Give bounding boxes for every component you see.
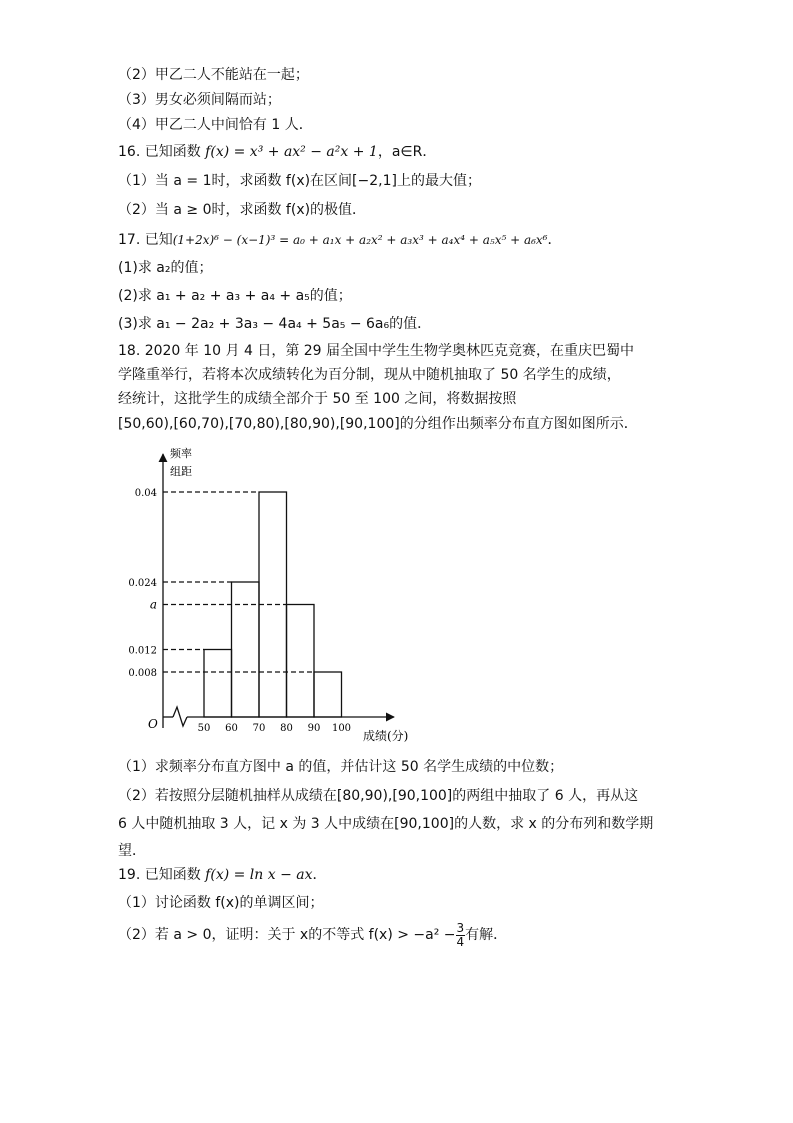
q19-part1: （1）讨论函数 f(x)的单调区间； <box>118 895 324 911</box>
q15-part4: （4）甲乙二人中间恰有 1 人． <box>118 117 313 133</box>
q18-line3: 经统计，这批学生的成绩全部介于 50 至 100 之间，将数据按照 <box>118 391 517 407</box>
histogram-bar <box>287 605 315 718</box>
q16-part2: （2）当 a ≥ 0时，求函数 f(x)的极值． <box>118 202 367 218</box>
histogram-bar <box>204 650 232 718</box>
y-tick-label: a <box>149 597 157 612</box>
q18-part2-line2: 6 人中随机抽取 3 人，记 x 为 3 人中成绩在[90,100]的人数，求 x 的分布列和数学期 <box>118 816 654 832</box>
q19-stem-suffix: ． <box>312 867 327 883</box>
q15-part2: （2）甲乙二人不能站在一起； <box>118 67 309 83</box>
y-label-top: 频率 <box>170 447 192 460</box>
x-tick-label: 70 <box>252 723 266 734</box>
y-tick-label: 0.012 <box>128 645 157 657</box>
q19-part2-suffix: 有解． <box>465 927 508 943</box>
origin-label: O <box>148 717 158 731</box>
q17-stem <box>118 229 562 251</box>
q17-stem-suffix: ． <box>547 232 562 248</box>
fraction-numerator: 3 <box>456 920 465 935</box>
histogram-bar <box>314 672 342 717</box>
q16-formula: f(x) = x³ + ax² − a²x + 1 <box>205 144 378 160</box>
histogram-bar <box>232 582 260 717</box>
q17-part2: (2)求 a₁ + a₂ + a₃ + a₄ + a₅的值； <box>118 288 352 304</box>
q17-part1: (1)求 a₂的值； <box>118 260 213 276</box>
frequency-histogram <box>120 444 410 754</box>
axis-break <box>173 707 187 726</box>
q15-part3: （3）男女必须间隔而站； <box>118 92 281 108</box>
q18-part1: （1）求频率分布直方图中 a 的值，并估计这 50 名学生成绩的中位数； <box>118 759 564 775</box>
y-tick-label: 0.04 <box>134 488 157 499</box>
x-tick-label: 90 <box>307 723 321 734</box>
q19-formula: f(x) = ln x − ax <box>205 867 313 883</box>
x-tick-label: 100 <box>331 723 352 734</box>
q18-part2-line3: 望． <box>118 843 146 859</box>
q16-stem-suffix: ，a∈R． <box>377 144 437 160</box>
q18-part2-line1: （2）若按照分层随机抽样从成绩在[80,90),[90,100]的两组中抽取了 6 人，再从这 <box>118 788 639 804</box>
x-tick-label: 50 <box>197 723 211 734</box>
q17-part3: (3)求 a₁ − 2a₂ + 3a₃ − 4a₄ + 5a₅ − 6a₆的值． <box>118 316 432 332</box>
fraction-denominator: 4 <box>456 934 465 949</box>
q19-part2-prefix: （2）若 a > 0，证明：关于 x的不等式 f(x) > −a² − <box>118 927 456 943</box>
x-axis-label: 成绩(分) <box>363 729 409 743</box>
y-tick-label: 0.024 <box>128 578 157 589</box>
q16-part1: （1）当 a = 1时，求函数 f(x)在区间[−2,1]上的最大值； <box>118 173 481 189</box>
y-label-bottom: 组距 <box>170 465 192 478</box>
q16-stem-prefix: 16. 已知函数 <box>118 144 206 160</box>
q17-stem-prefix: 17. 已知 <box>118 232 173 248</box>
fraction <box>456 922 466 949</box>
q19-stem <box>118 864 327 886</box>
q18-line2: 学隆重举行，若将本次成绩转化为百分制，现从中随机抽取了 50 名学生的成绩， <box>118 367 621 383</box>
q18-line1: 18. 2020 年 10 月 4 日，第 29 届全国中学生生物学奥林匹克竞赛，在重庆巴蜀中 <box>118 343 635 359</box>
x-tick-label: 60 <box>225 723 238 734</box>
q17-formula: (1+2x)⁶ − (x−1)³ = a₀ + a₁x + a₂x² + a₃x³ + a₄x⁴ + a₅x⁵ + a₆x⁶ <box>172 233 548 247</box>
q19-part2 <box>118 920 507 950</box>
x-tick-label: 80 <box>280 723 293 734</box>
q16-stem <box>118 141 436 163</box>
y-tick-label: 0.008 <box>128 668 157 679</box>
q19-stem-prefix: 19. 已知函数 <box>118 867 206 883</box>
q18-line4: [50,60),[60,70),[70,80),[80,90),[90,100]的分组作出频率分布直方图如图所示． <box>118 416 638 432</box>
